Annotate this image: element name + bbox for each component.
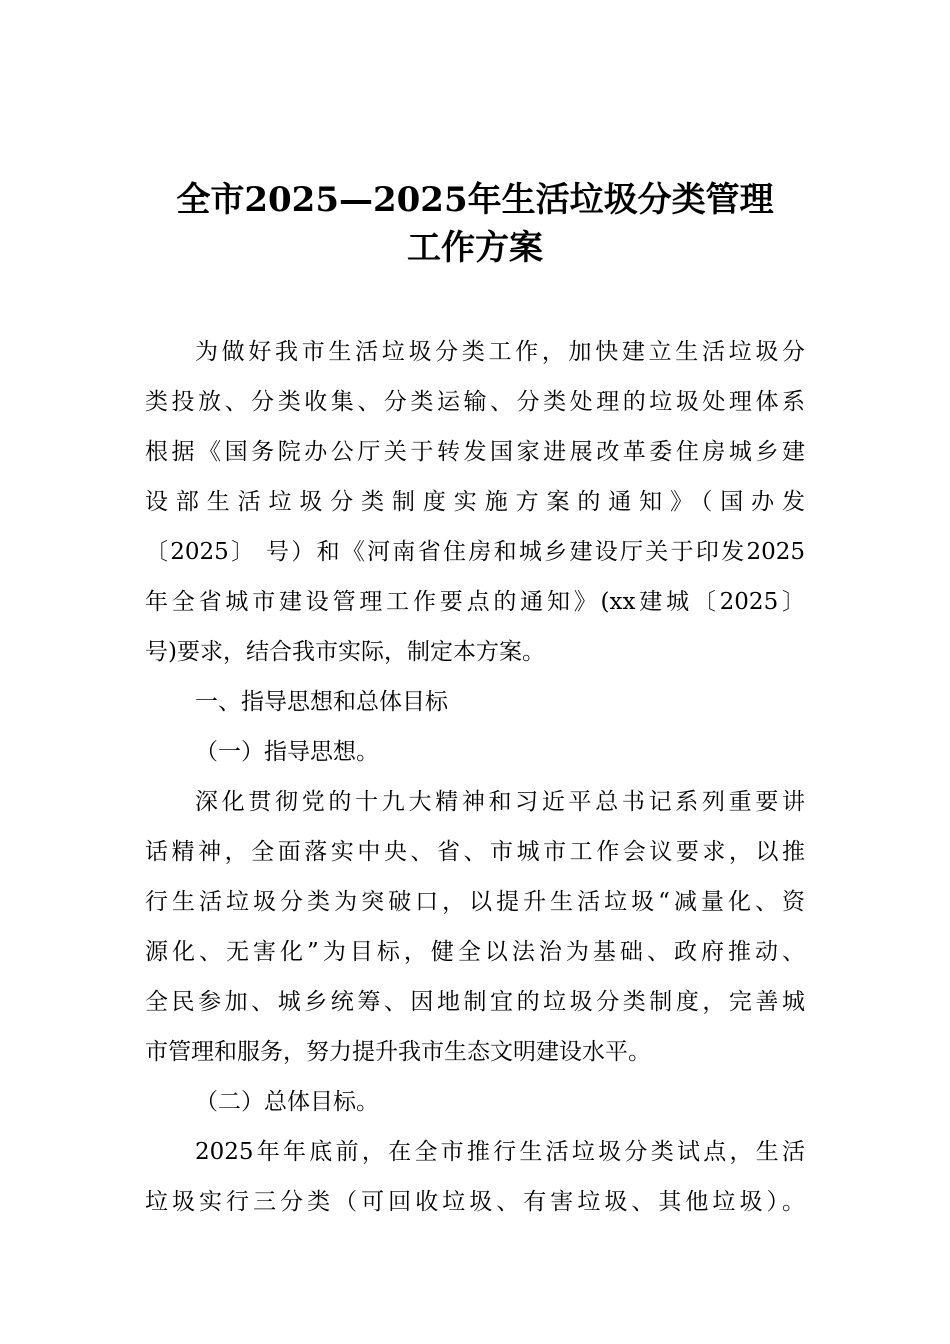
- body-line: 话精神，全面落实中央、省、市城市工作会议要求，以推: [145, 839, 805, 865]
- body-line: （二）总体目标。: [195, 1089, 379, 1115]
- body-line: 源化、无害化”为目标，健全以法治为基础、政府推动、: [145, 939, 805, 965]
- body-line: 深化贯彻党的十九大精神和习近平总书记系列重要讲: [195, 789, 805, 815]
- body-line: 市管理和服务，努力提升我市生态文明建设水平。: [145, 1039, 651, 1065]
- body-line: 一、指导思想和总体目标: [195, 689, 448, 715]
- body-line: 全民参加、城乡统筹、因地制宜的垃圾分类制度，完善城: [145, 989, 805, 1015]
- body-line: 行生活垃圾分类为突破口，以提升生活垃圾“减量化、资: [145, 889, 805, 915]
- body-line: 设部生活垃圾分类制度实施方案的通知》（国办发: [145, 489, 805, 515]
- body-line: 类投放、分类收集、分类运输、分类处理的垃圾处理体系: [145, 389, 805, 415]
- body-line: 年全省城市建设管理工作要点的通知》(xx建城〔2025〕: [145, 589, 805, 615]
- document-title-line-1: 全市2025—2025年生活垃圾分类管理: [176, 180, 774, 220]
- body-line: 2025年年底前，在全市推行生活垃圾分类试点，生活: [195, 1139, 805, 1165]
- body-line: 〔2025〕 号）和《河南省住房和城乡建设厅关于印发2025: [145, 539, 805, 565]
- document-title-line-2: 工作方案: [407, 228, 543, 268]
- body-line: （一）指导思想。: [195, 739, 379, 765]
- document-body: [145, 327, 805, 1227]
- body-line: 号)要求，结合我市实际，制定本方案。: [145, 639, 545, 665]
- body-line: 根据《国务院办公厅关于转发国家进展改革委住房城乡建: [145, 439, 805, 465]
- body-line: 为做好我市生活垃圾分类工作，加快建立生活垃圾分: [195, 339, 805, 365]
- body-line: 垃圾实行三分类（可回收垃圾、有害垃圾、其他垃圾）。: [145, 1189, 805, 1215]
